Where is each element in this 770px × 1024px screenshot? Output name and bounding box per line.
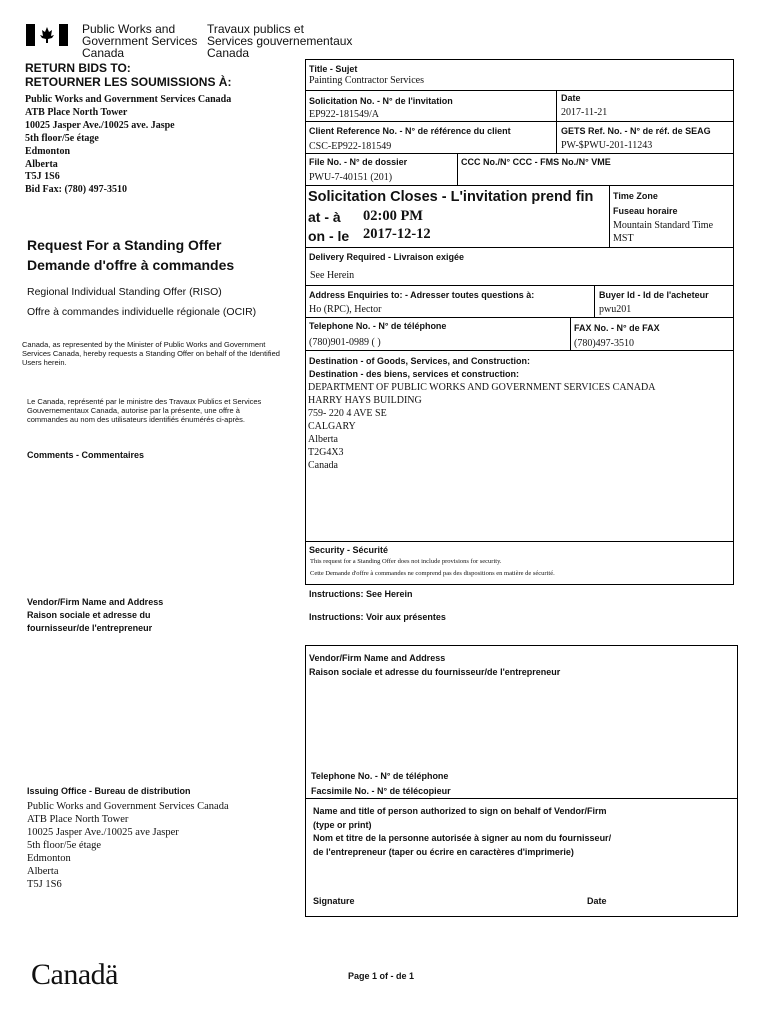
return-bids-address: Public Works and Government Services Canada ATB Place North Tower 10025 Jasper Ave./10025 ave. Jaspe 5th floor/5e étage Edmonton Alberta T5J 1S6 Bid Fax: (780) 497-3510: [25, 94, 232, 196]
vendor-name-field[interactable]: [309, 682, 733, 764]
instructions-en: Instructions: See Herein: [309, 589, 413, 599]
solicitation-label: Solicitation No. - N° de l'invitation: [309, 96, 453, 106]
buyer-id-value: pwu201: [599, 304, 632, 315]
fax-value: (780)497-3510: [574, 338, 634, 349]
destination-address: DEPARTMENT OF PUBLIC WORKS AND GOVERNMENT SERVICES CANADA HARRY HAYS BUILDING 759- 220 4 AVE SE CALGARY Alberta T2G4X3 Canada: [308, 382, 656, 471]
at-label: at - à: [308, 209, 341, 225]
canada-wordmark: Canadä: [31, 958, 118, 991]
vendor-fax-label: Facsimile No. - N° de télécopieur: [311, 786, 451, 796]
timezone-label: Time Zone Fuseau horaire: [613, 191, 678, 216]
on-value: 2017-12-12: [363, 226, 431, 242]
file-label: File No. - N° de dossier: [309, 157, 408, 167]
comments-label: Comments - Commentaires: [27, 450, 145, 460]
authorized-person-field[interactable]: [312, 862, 732, 890]
solicitation-value: EP922-181549/A: [309, 109, 379, 120]
intro-en: Canada, as represented by the Minister of Public Works and Government Services Canada, hereby requests a Standing Offer on behalf of the Identified Users herein.: [22, 340, 280, 367]
issuing-office-address: Public Works and Government Services Canada ATB Place North Tower 10025 Jasper Ave./10025 ave Jasper 5th floor/5e étage Edmonton Alberta T5J 1S6: [27, 801, 229, 890]
delivery-label: Delivery Required - Livraison exigée: [309, 252, 465, 262]
vendor-telephone-label: Telephone No. - N° de téléphone: [311, 771, 449, 781]
gets-value: PW-$PWU-201-11243: [561, 140, 653, 151]
date-label: Date: [561, 93, 581, 103]
offer-type: Regional Individual Standing Offer (RISO) Offre à commandes individuelle régionale (OCIR): [27, 286, 257, 318]
signature-date-label: Date: [587, 896, 607, 906]
title-label: Title - Sujet: [309, 64, 358, 74]
title-value: Painting Contractor Services: [309, 75, 424, 86]
authorized-person-label: Name and title of person authorized to sign on behalf of Vendor/Firm (type or print) Nom et titre de la personne autorisée à signer au nom du fournisseur/ de l'entrepreneur (taper ou écrire en caractères d'imprimerie): [313, 806, 612, 857]
signature-label: Signature: [313, 896, 355, 906]
page-number: Page 1 of - de 1: [348, 971, 415, 981]
instructions-fr: Instructions: Voir aux présentes: [309, 612, 446, 622]
fax-label: FAX No. - N° de FAX: [574, 323, 660, 333]
ccc-label: CCC No./N° CCC - FMS No./N° VME: [461, 157, 611, 167]
telephone-label: Telephone No. - N° de téléphone: [309, 321, 447, 331]
gets-label: GETS Ref. No. - N° de réf. de SEAG: [561, 126, 711, 136]
vendor-left-label: Vendor/Firm Name and Address Raison sociale et adresse du fournisseur/de l'entrepreneur: [27, 597, 164, 633]
canada-flag-icon: [26, 24, 68, 46]
file-value: PWU-7-40151 (201): [309, 172, 393, 183]
address-enquiries-value: Ho (RPC), Hector: [309, 304, 382, 315]
security-text-fr: Cette Demande d'offre à commandes ne comprend pas des dispositions en matière de sécurité.: [310, 570, 555, 577]
at-value: 02:00 PM: [363, 208, 423, 224]
client-ref-value: CSC-EP922-181549: [309, 141, 392, 152]
intro-fr: Le Canada, représenté par le ministre des Travaux Publics et Services Gouvernementaux Canada, autorise par la présente, une offre à commandes au nom des utilisateurs identifiés énumérés ci-après.: [27, 397, 262, 424]
closes-title: Solicitation Closes - L'invitation prend fin: [308, 189, 594, 205]
destination-label: Destination - of Goods, Services, and Construction: Destination - des biens, services et construction:: [309, 356, 531, 379]
on-label: on - le: [308, 228, 350, 244]
telephone-value: (780)901-0989 ( ): [309, 337, 381, 348]
vendor-name-label: Vendor/Firm Name and Address Raison sociale et adresse du fournisseur/de l'entrepreneur: [309, 653, 561, 677]
address-enquiries-label: Address Enquiries to: - Adresser toutes questions à:: [309, 290, 535, 300]
dept-name-en: Public Works and Government Services Canada: [82, 22, 198, 60]
buyer-id-label: Buyer Id - Id de l'acheteur: [599, 290, 709, 300]
delivery-value: See Herein: [310, 270, 355, 281]
client-ref-label: Client Reference No. - N° de référence du client: [309, 126, 511, 136]
timezone-value: Mountain Standard Time MST: [613, 220, 714, 244]
security-label: Security - Sécurité: [309, 545, 389, 555]
request-title: Request For a Standing Offer Demande d'offre à commandes: [27, 237, 235, 273]
security-text-en: This request for a Standing Offer does not include provisions for security.: [310, 558, 502, 565]
return-bids-title: RETURN BIDS TO: RETOURNER LES SOUMISSIONS À:: [25, 61, 232, 89]
dept-name-fr: Travaux publics et Services gouvernementaux Canada: [207, 22, 353, 60]
issuing-office-title: Issuing Office - Bureau de distribution: [27, 786, 191, 796]
date-value: 2017-11-21: [561, 107, 608, 118]
